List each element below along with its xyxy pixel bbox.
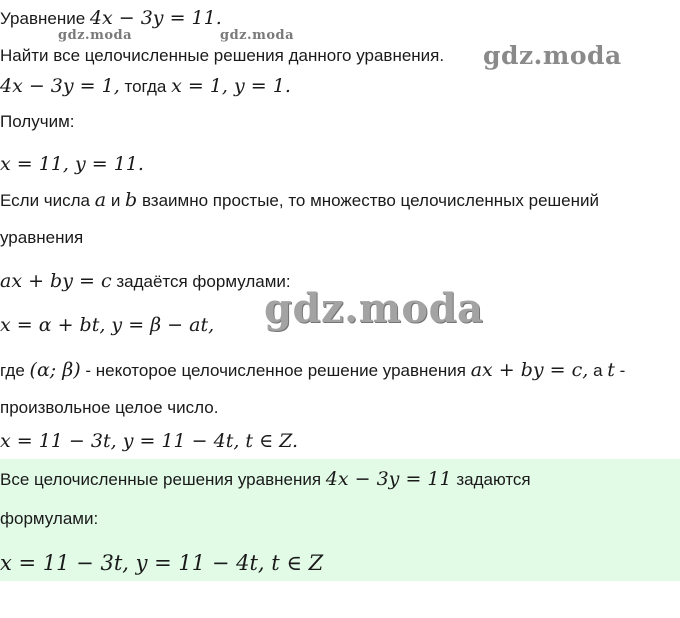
specific-formula: x = 11 − 3t, y = 11 − 4t, t ∈ Z. [0, 430, 299, 452]
answer-text-cont: формулами: [0, 509, 99, 528]
watermark-small-1: gdz.moda [58, 28, 133, 43]
scaled-solution: x = 11, y = 11. [0, 153, 144, 175]
watermark-small-2: gdz.moda [220, 28, 295, 43]
particular-solution-line: 4x − 3y = 1, тогда x = 1, y = 1. [0, 75, 291, 97]
coprime-statement: Если числа a и b взаимно простые, то множество целочисленных решений [0, 189, 600, 211]
general-equation-line: ax + by = c задаётся формулами: [0, 270, 291, 292]
answer-text: Все целочисленные решения уравнения 4x − 3y = 11 задаются [0, 468, 531, 490]
coprime-statement-cont: уравнения [0, 228, 84, 247]
answer-formula: x = 11 − 3t, y = 11 − 4t, t ∈ Z [0, 551, 324, 575]
obtain-label: Получим: [0, 112, 75, 131]
watermark-large: gdz.moda [264, 285, 484, 332]
task-text: Найти все целочисленные решения данного уравнения. [0, 46, 445, 65]
where-explanation: где (α; β) - некоторое целочисленное решение уравнения ax + by = c, а t - [0, 359, 626, 381]
general-formula: x = α + bt, y = β − at, [0, 314, 215, 336]
where-explanation-cont: произвольное целое число. [0, 398, 219, 417]
equation-statement: Уравнение 4x − 3y = 11. [0, 7, 222, 29]
watermark-medium: gdz.moda [483, 41, 622, 70]
